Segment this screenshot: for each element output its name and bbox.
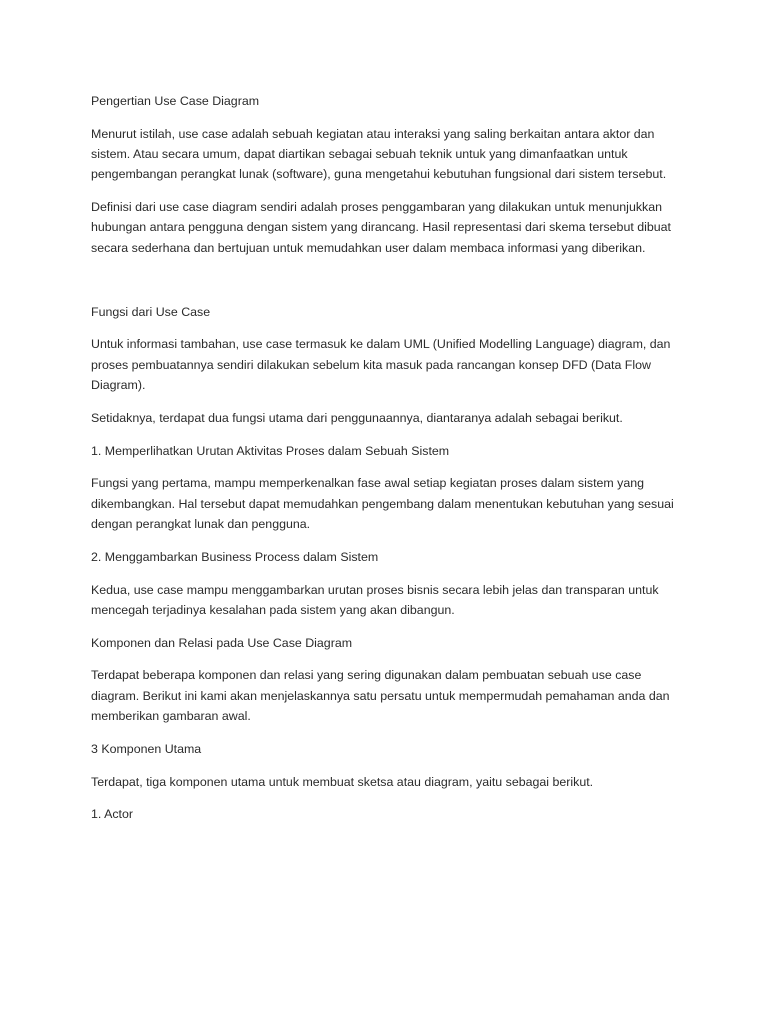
blank-line — [91, 271, 676, 302]
paragraph-definisi: Definisi dari use case diagram sendiri adalah proses penggambaran yang dilakukan untuk menunjukkan hubungan antara pengguna dengan sistem yang dirancang. Hasil representasi dari skema tersebut dibuat secara sederhana dan bertujuan untuk memudahkan user dalam membaca informasi yang diberikan. — [91, 200, 671, 255]
list-item-business-process: 2. Menggambarkan Business Process dalam Sistem — [91, 549, 379, 564]
list-item-urutan-aktivitas: 1. Memperlihatkan Urutan Aktivitas Proses dalam Sebuah Sistem — [91, 443, 450, 458]
heading-komponen-relasi: Komponen dan Relasi pada Use Case Diagram — [91, 635, 353, 650]
paragraph-tiga-komponen: Terdapat, tiga komponen utama untuk membuat sketsa atau diagram, yaitu sebagai berikut. — [91, 774, 594, 789]
paragraph-setidaknya: Setidaknya, terdapat dua fungsi utama dari penggunaannya, diantaranya adalah sebagai berikut. — [91, 410, 623, 425]
heading-pengertian: Pengertian Use Case Diagram — [91, 94, 260, 108]
paragraph-kedua: Kedua, use case mampu menggambarkan urutan proses bisnis secara lebih jelas dan transparan untuk mencegah terjadinya kesalahan pada sistem yang akan dibangun. — [91, 582, 659, 617]
paragraph-fungsi-pertama: Fungsi yang pertama, mampu memperkenalkan fase awal setiap kegiatan proses dalam sistem yang dikembangkan. Hal tersebut dapat memudahkan pengembang dalam menentukan kebutuhan yang sesuai dengan perangkat lunak dan pengguna. — [91, 476, 674, 531]
paragraph-terdapat-beberapa: Terdapat beberapa komponen dan relasi yang sering digunakan dalam pembuatan sebuah use case diagram. Berikut ini kami akan menjelaskannya satu persatu untuk mempermudah pemahaman anda dan memberikan gambaran awal. — [91, 668, 670, 724]
heading-komponen-utama: 3 Komponen Utama — [91, 741, 202, 756]
list-item-actor: 1. Actor — [91, 807, 134, 822]
paragraph-menurut-istilah: Menurut istilah, use case adalah sebuah kegiatan atau interaksi yang saling berkaitan antara aktor dan sistem. Atau secara umum, dapat diartikan sebagai sebuah teknik untuk yang dimanfaatkan untuk pengembangan perangkat lunak (software), guna mengetahui kebutuhan fungsional dari sistem tersebut. — [91, 126, 667, 182]
heading-fungsi: Fungsi dari Use Case — [91, 304, 211, 319]
paragraph-informasi-tambahan: Untuk informasi tambahan, use case termasuk ke dalam UML (Unified Modelling Language) diagram, dan proses pembuatannya sendiri dilakukan sebelum kita masuk pada rancangan konsep DFD (Data Flow Diagram). — [91, 337, 671, 392]
